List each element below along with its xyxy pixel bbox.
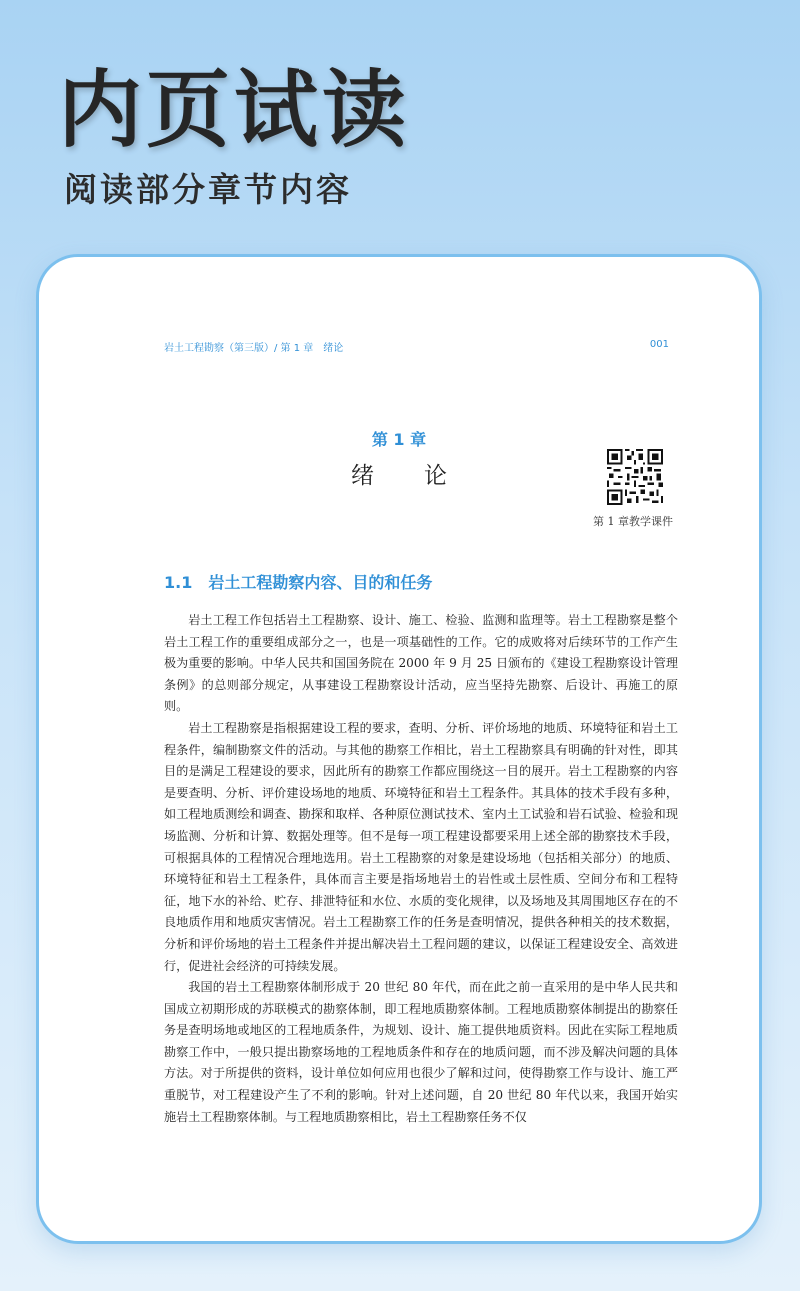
page-preview-card	[36, 254, 762, 1244]
section-heading	[164, 570, 432, 593]
body-text	[164, 610, 678, 1128]
paragraph: 岩土工程勘察是指根据建设工程的要求，查明、分析、评价场地的地质、环境特征和岩土工程条件，编制勘察文件的活动。与其他的勘察工作相比，岩土工程勘察具有明确的针对性，即其目的是满足工程建设的要求，因此所有的勘察工作都应围绕这一目的展开。岩土工程勘察的内容是要查明、分析、评价建设场地的地质、环境特征和岩土工程条件。其具体的技术手段有多种，如工程地质测绘和调查、勘探和取样、各种原位测试技术、室内土工试验和岩石试验、检验和现场监测、分析和计算、数据处理等。但不是每一项工程建设都要采用上述全部的勘察技术手段，可根据具体的工程情况合理地选用。岩土工程勘察的对象是建设场地（包括相关部分）的地质、环境特征和岩土工程条件，具体而言主要是指场地岩土的岩性或土层性质、空间分布和工程特征，地下水的补给、贮存、排泄特征和水位、水质的变化规律，以及场地及其周围地区存在的不良地质作用和地质灾害情况。岩土工程勘察工作的任务是查明情况，提供各种相关的技术数据，分析和评价场地的岩土工程条件并提出解决岩土工程问题的建议，以保证工程建设安全、高效进行，促进社会经济的可持续发展。	[164, 720, 678, 973]
paragraph: 岩土工程工作包括岩土工程勘察、设计、施工、检验、监测和监理等。岩土工程勘察是整个岩土工程工作的重要组成部分之一，也是一项基础性的工作。它的成败将对后续环节的工作产生极为重要的影响。中华人民共和国国务院在 2000 年 9 月 25 日颁布的《建设工程勘察设计管理条例》的总则部分规定，从事建设工程勘察设计活动，应当坚持先勘察、后设计、再施工的原则。	[164, 613, 678, 714]
qr-caption: 第 1 章教学课件	[593, 515, 673, 528]
chapter-title: 绪论	[351, 463, 497, 489]
hero-title: 内页试读	[58, 61, 411, 159]
section-title: 岩土工程勘察内容、目的和任务	[208, 573, 433, 592]
qr-code-icon[interactable]	[607, 449, 663, 505]
page-number: 001	[649, 339, 669, 350]
chapter-label: 第 1 章	[371, 430, 427, 449]
hero-subtitle: 阅读部分章节内容	[64, 170, 352, 209]
paragraph: 我国的岩土工程勘察体制形成于 20 世纪 80 年代，而在此之前一直采用的是中华人民共和国成立初期形成的苏联模式的勘察体制，即工程地质勘察体制。工程地质勘察体制提出的勘察任务是查明场地或地区的工程地质条件，为规划、设计、施工提供地质资料。因此在实际工程地质勘察工作中，一般只提出勘察场地的工程地质条件和存在的地质问题，而不涉及解决问题的具体方法。对于所提供的资料，设计单位如何应用也很少了解和过问，使得勘察工作与设计、施工严重脱节，对工程建设产生了不利的影响。针对上述问题，自 20 世纪 80 年代以来，我国开始实施岩土工程勘察体制。与工程地质勘察相比，岩土工程勘察任务不仅	[164, 980, 678, 1124]
running-head: 岩土工程勘察（第三版）/ 第 1 章 绪论	[164, 343, 344, 354]
section-number: 1.1	[164, 573, 193, 592]
